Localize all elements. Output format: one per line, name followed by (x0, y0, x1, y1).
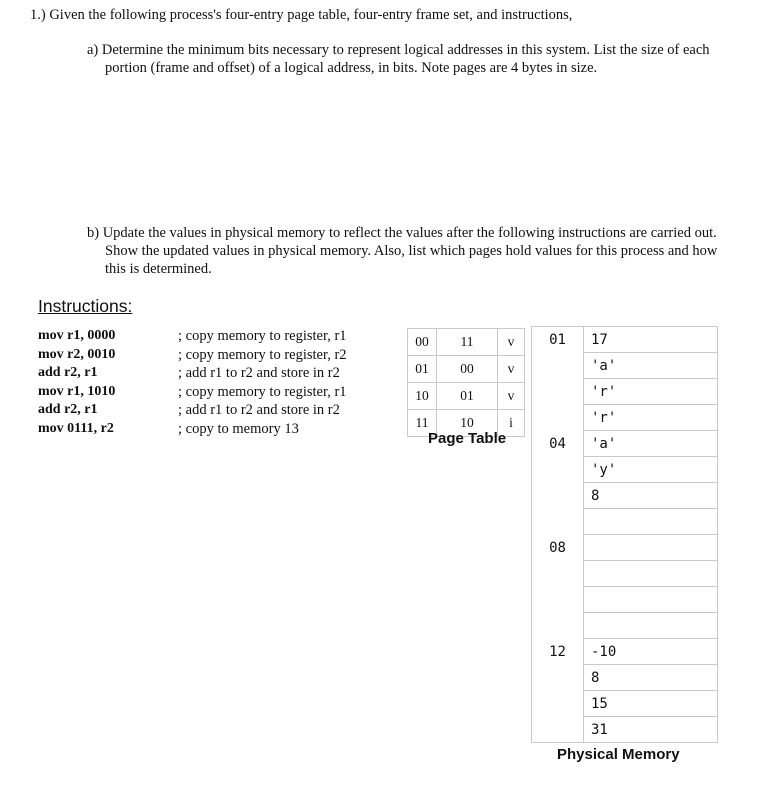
instruction-code: mov 0111, r2 (38, 420, 114, 436)
table-row (532, 665, 718, 691)
table-row (532, 379, 718, 405)
memory-address (532, 691, 584, 717)
table-row (532, 639, 718, 665)
table-row (532, 327, 718, 353)
memory-address (532, 613, 584, 639)
table-row (532, 561, 718, 587)
table-row (408, 329, 525, 356)
memory-value: 'y' (584, 457, 718, 483)
table-row (532, 691, 718, 717)
memory-value: 8 (584, 665, 718, 691)
memory-value (584, 561, 718, 587)
memory-value (584, 587, 718, 613)
instruction-comment: ; add r1 to r2 and store in r2 (178, 402, 340, 419)
instruction-comment: ; add r1 to r2 and store in r2 (178, 365, 340, 382)
memory-value: -10 (584, 639, 718, 665)
valid-bit-cell: v (498, 356, 525, 383)
table-row (532, 431, 718, 457)
memory-address (532, 405, 584, 431)
memory-address: 08 (532, 535, 584, 561)
memory-value: 8 (584, 483, 718, 509)
memory-address (532, 665, 584, 691)
memory-address (532, 717, 584, 743)
instructions-heading: Instructions: (38, 296, 133, 316)
instruction-code-list (38, 327, 115, 439)
memory-value: 31 (584, 717, 718, 743)
table-row (532, 535, 718, 561)
memory-address: 12 (532, 639, 584, 665)
memory-value (584, 535, 718, 561)
table-row (408, 356, 525, 383)
instruction-code: mov r2, 0010 (38, 346, 116, 362)
table-row (532, 613, 718, 639)
table-row (532, 353, 718, 379)
instruction-comment: ; copy memory to register, r1 (178, 328, 347, 344)
question-part-a (87, 41, 727, 77)
physical-memory-table (531, 326, 718, 743)
valid-bit-cell: i (498, 410, 525, 437)
memory-address (532, 483, 584, 509)
table-row (408, 383, 525, 410)
page-number-cell: 01 (408, 356, 437, 383)
memory-value (584, 509, 718, 535)
table-row (532, 717, 718, 743)
page-table-caption: Page Table (428, 430, 507, 447)
table-row (532, 587, 718, 613)
question-part-b (87, 224, 727, 278)
part-b-text: b) Update the values in physical memory to reflect the values after the following instructions are carried out. Show the updated values in physical memory. Also, list which pages hold values for this process and how this is determined. (87, 225, 718, 277)
instruction-code: mov r1, 1010 (38, 383, 116, 399)
memory-address (532, 561, 584, 587)
memory-address (532, 509, 584, 535)
memory-value: 'r' (584, 379, 718, 405)
memory-address (532, 587, 584, 613)
memory-address: 04 (532, 431, 584, 457)
memory-value: 17 (584, 327, 718, 353)
memory-address (532, 379, 584, 405)
physical-memory-caption: Physical Memory (557, 746, 680, 763)
part-a-text: a) Determine the minimum bits necessary to represent logical addresses in this system. List the size of each portion (frame and offset) of a logical address, in bits. Note pages are 4 bytes in size. (87, 42, 710, 76)
instruction-comment-list (178, 327, 347, 439)
frame-number-cell: 00 (437, 356, 498, 383)
valid-bit-cell: v (498, 383, 525, 410)
instruction-code: add r2, r1 (38, 365, 98, 381)
instruction-comment: ; copy memory to register, r1 (178, 383, 347, 400)
table-row (532, 509, 718, 535)
question-intro: 1.) Given the following process's four-entry page table, four-entry frame set, and instructions, (30, 7, 573, 23)
memory-value: 15 (584, 691, 718, 717)
memory-value: 'r' (584, 405, 718, 431)
page-number-cell: 11 (408, 410, 437, 437)
memory-value: 'a' (584, 431, 718, 457)
table-row (532, 483, 718, 509)
table-row (532, 457, 718, 483)
page-number-cell: 10 (408, 383, 437, 410)
page-number-cell: 00 (408, 329, 437, 356)
frame-number-cell: 01 (437, 383, 498, 410)
instruction-code: add r2, r1 (38, 402, 98, 418)
instruction-code: mov r1, 0000 (38, 328, 116, 343)
table-row (532, 405, 718, 431)
memory-address (532, 457, 584, 483)
memory-address: 01 (532, 327, 584, 353)
frame-number-cell: 10 (437, 410, 498, 437)
frame-number-cell: 11 (437, 329, 498, 356)
valid-bit-cell: v (498, 329, 525, 356)
memory-address (532, 353, 584, 379)
memory-value (584, 613, 718, 639)
memory-value: 'a' (584, 353, 718, 379)
instruction-comment: ; copy to memory 13 (178, 420, 299, 437)
instruction-comment: ; copy memory to register, r2 (178, 346, 347, 363)
page-table (407, 328, 525, 437)
